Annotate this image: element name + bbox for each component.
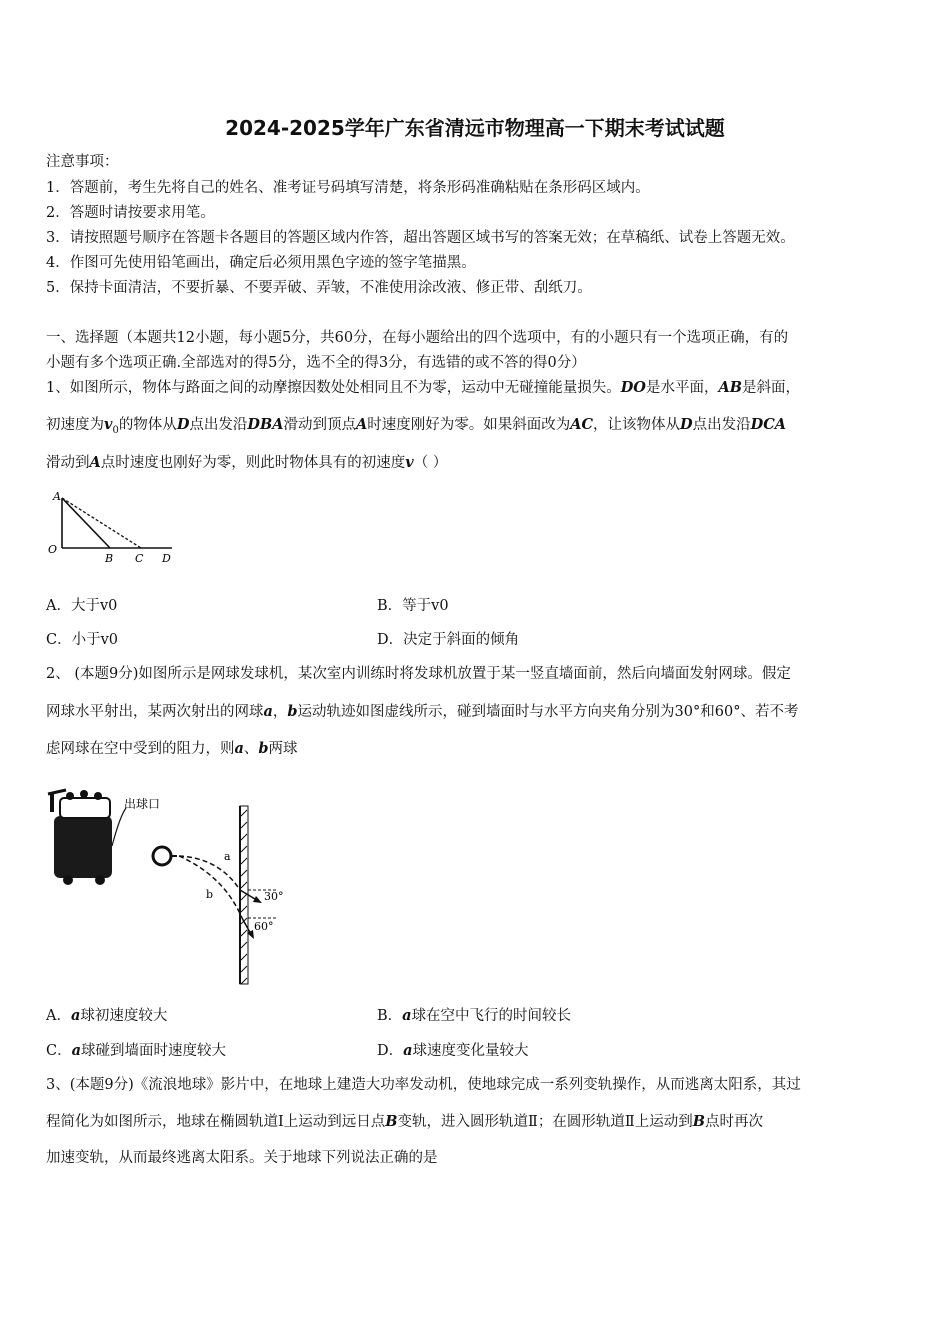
label-30: 30°: [264, 890, 284, 903]
notice-item-4: 4．作图可先使用铅笔画出，确定后必须用黑色字迹的签字笔描黑。: [46, 255, 476, 271]
q3-line-1: 3、(本题9分)《流浪地球》影片中，在地球上建造大功率发动机，使地球完成一系列变轨操作，从而逃离太阳系，其过: [46, 1077, 801, 1093]
label-60: 60°: [254, 920, 274, 933]
page-title: 2024-2025学年广东省清远市物理高一下期末考试试题: [225, 116, 725, 140]
q1-line-2: 初速度为$v_0$的物体从D点出发沿DBA滑动到顶点A时速度刚好为零。如果斜面改为AC，让该物体从D点出发沿DCA: [46, 416, 786, 436]
section-heading-line-2: 小题有多个选项正确.全部选对的得5分，选不全的得3分，有选错的或不答的得0分）: [46, 355, 586, 371]
q1-option-a: A．大于v0: [46, 598, 118, 614]
label-d: D: [162, 552, 171, 565]
q2-option-a: A．a球初速度较大: [46, 1007, 168, 1024]
label-c: C: [135, 552, 144, 565]
notice-heading: 注意事项：: [46, 154, 119, 170]
q2-option-c: C．a球碰到墙面时速度较大: [46, 1042, 227, 1059]
notice-item-2: 2．答题时请按要求用笔。: [46, 205, 215, 221]
section-heading-line-1: 一、选择题（本题共12小题，每小题5分，共60分，在每小题给出的四个选项中，有的小题只有一个选项正确，有的: [46, 330, 789, 346]
label-b: b: [206, 888, 214, 901]
label-b: B: [105, 552, 114, 565]
q2-option-d: D．a球速度变化量较大: [377, 1042, 529, 1059]
q3-line-3: 加速变轨，从而最终逃离太阳系。关于地球下列说法正确的是: [46, 1150, 438, 1166]
q1-line-1: 1、如图所示，物体与路面之间的动摩擦因数处处相同且不为零，运动中无碰撞能量损失。DO是水平面，AB是斜面，: [46, 379, 800, 396]
q2-line-2: 网球水平射出，某两次射出的网球a，b运动轨迹如图虚线所示，碰到墙面时与水平方向夹角分别为30°和60°、若不考: [46, 703, 799, 720]
q2-line-3: 虑网球在空中受到的阻力，则a、b两球: [46, 740, 298, 757]
label-a: a: [224, 850, 231, 863]
notice-item-3: 3．请按照题号顺序在答题卡各题目的答题区域内作答，超出答题区域书写的答案无效；在草稿纸、试卷上答题无效。: [46, 230, 795, 246]
q1-incline-figure: [44, 488, 184, 568]
q1-option-b: B．等于v0: [377, 598, 449, 614]
label-o: O: [48, 543, 58, 556]
label-outlet: 出球口: [124, 797, 161, 811]
q2-line-1: 2、 (本题9分)如图所示是网球发球机，某次室内训练时将发球机放置于某一竖直墙面前，然后向墙面发射网球。假定: [46, 666, 791, 682]
q3-line-2: 程简化为如图所示，地球在椭圆轨道Ⅰ上运动到远日点B变轨，进入圆形轨道Ⅱ；在圆形轨道Ⅱ上运动到B点时再次: [46, 1113, 763, 1130]
ball-machine-icon: [48, 790, 112, 885]
q2-option-b: B．a球在空中飞行的时间较长: [377, 1007, 572, 1024]
notice-item-5: 5．保持卡面清洁，不要折暴、不要弄破、弄皱，不准使用涂改液、修正带、刮纸刀。: [46, 280, 592, 296]
q1-line-3: 滑动到A点时速度也刚好为零，则此时物体具有的初速度v（ ）: [46, 454, 448, 471]
wall-icon: [240, 806, 248, 984]
q1-option-d: D．决定于斜面的倾角: [377, 632, 520, 648]
label-a: A: [53, 490, 61, 503]
tennis-ball-icon: [153, 847, 171, 865]
notice-item-1: 1．答题前，考生先将自己的姓名、准考证号码填写清楚，将条形码准确粘贴在条形码区域内。: [46, 180, 650, 196]
q2-tennis-machine-figure: [44, 776, 304, 988]
q1-option-c: C．小于v0: [46, 632, 119, 648]
